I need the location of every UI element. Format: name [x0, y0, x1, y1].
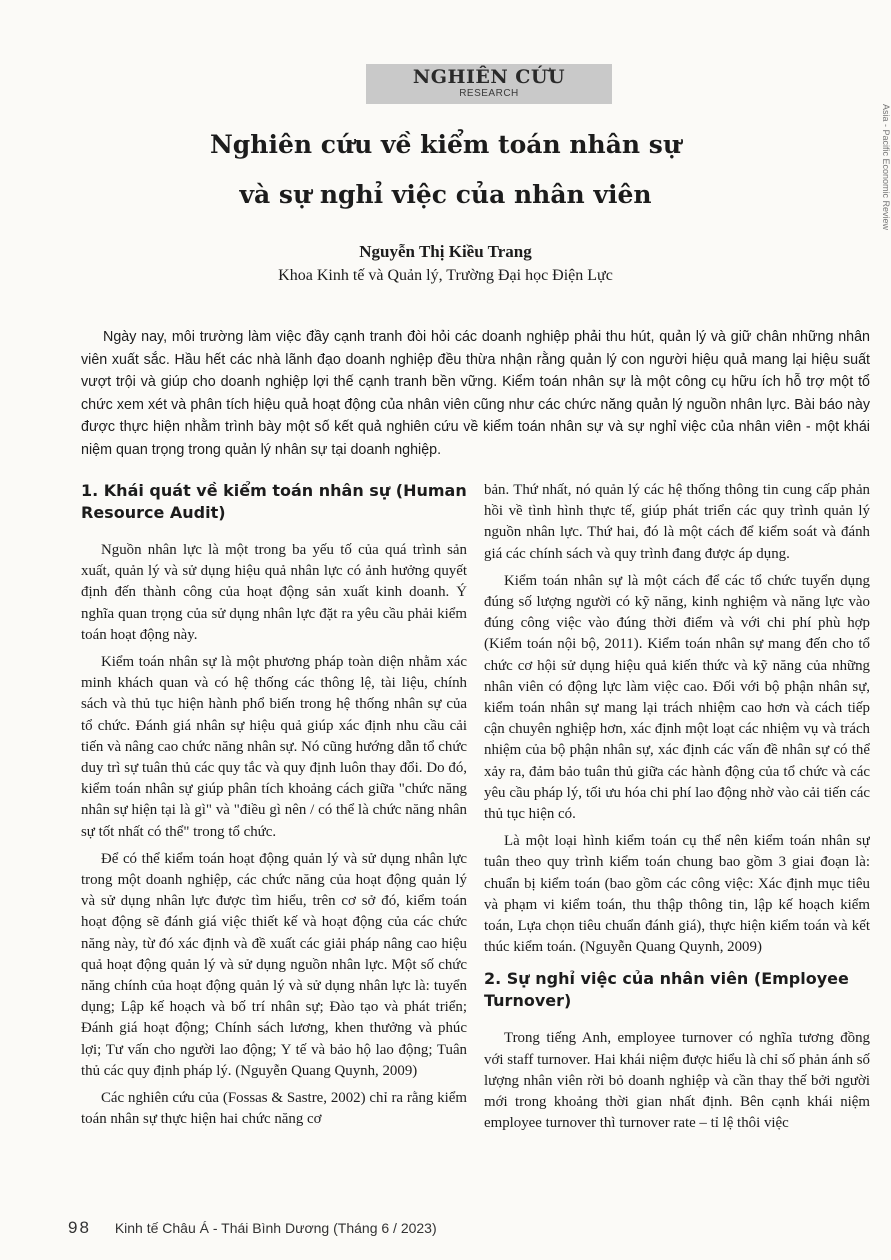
- article-title: [100, 120, 791, 220]
- page-number: 98: [68, 1218, 91, 1237]
- abstract: Ngày nay, môi trường làm việc đầy cạnh tranh đòi hỏi các doanh nghiệp phải thu hút, quản lý và giữ chân những nhân viên xuất sắc. Hầu hết các nhà lãnh đạo doanh nghiệp đều thừa nhận rằng quản lý con người hiệu quả mang lại hiệu suất vượt trội và giúp cho doanh nghiệp lợi thế cạnh tranh bền vững. Kiểm toán nhân sự là một công cụ hữu ích hỗ trợ một tổ chức xem xét và phân tích hiệu quả hoạt động của nhân viên cũng như các chức năng quản lý nguồn nhân lực. Bài báo này được thực hiện nhằm trình bày một số kết quả nghiên cứu về kiểm toán nhân sự và sự nghỉ việc của nhân viên - một khái niệm quan trọng trong quản lý nhân sự tại doanh nghiệp.: [81, 329, 870, 458]
- left-column: [81, 480, 467, 1200]
- section-1-heading: 1. Khái quát về kiểm toán nhân sự (Human Resource Audit): [81, 481, 467, 522]
- banner-title: NGHIÊN CỨU: [412, 66, 566, 88]
- section-1-paragraph: Để có thể kiểm toán hoạt động quản lý và sử dụng nhân lực trong một doanh nghiệp, các chức năng của hoạt động quản lý và sử dụng nhân lực được tìm hiểu, trên cơ sở đó, kiểm toán hoạt động sẽ đánh giá việc thiết kế và hoạt động của các chức năng này, từ đó xác định và đề xuất các giải pháp nâng cao hiệu quả hoạt động quản lý và sử dụng nguồn nhân lực. Một số chức năng chính của hoạt động quản lý và sử dụng nhân lực là: tuyển dụng; Lập kế hoạch và bố trí nhân sự; Đào tạo và phát triển; Đánh giá hoạt động; Chính sách lương, khen thưởng và phúc lợi; Tư vấn cho người lao động; Y tế và bảo hộ lao động; Tuân thủ các quy định pháp lý. (Nguyễn Quang Quynh, 2009): [81, 850, 467, 1079]
- side-journal-text: Asia - Pacific Economic Review: [881, 104, 891, 231]
- section-2-heading: 2. Sự nghỉ việc của nhân viên (Employee Turnover): [484, 969, 849, 1011]
- section-1-paragraph: Kiểm toán nhân sự là một phương pháp toàn diện nhằm xác minh khách quan và có hệ thống các thông lệ, tài liệu, chính sách và thủ tục hiện hành phổ biến trong hệ thống nhân sự của tổ chức. Đánh giá nhân sự hiệu quả giúp xác định nhu cầu cải tiến và nâng cao chức năng nhân sự. Nó cũng hướng dẫn tổ chức duy trì sự tuân thủ các quy tắc và quy định luôn thay đổi. Do đó, kiểm toán nhân sự giúp phân tích khoảng cách giữa "chức năng nhân sự hiện tại là gì" và "điều gì nên / có thể là chức năng nhân sự tốt nhất có thể" trong tổ chức.: [81, 654, 467, 840]
- title-line-1: Nghiên cứu về kiểm toán nhân sự: [209, 130, 682, 159]
- page-footer: [68, 1215, 868, 1241]
- section-1-continuation: Là một loại hình kiểm toán cụ thể nên kiểm toán nhân sự tuân theo quy trình kiểm toán chung bao gồm 3 giai đoạn là: chuẩn bị kiểm toán (bao gồm các công việc: Xác định mục tiêu và phạm vi kiểm toán, thu thập thông tin, lập kế hoạch kiểm toán, Lựa chọn tiêu chuẩn đánh giá), thực hiện kiểm toán và kết thúc kiểm toán. (Nguyễn Quang Quynh, 2009): [484, 833, 870, 956]
- section-1-paragraph: Các nghiên cứu của (Fossas & Sastre, 2002) chỉ ra rằng kiểm toán nhân sự thực hiện hai chức năng cơ: [81, 1090, 467, 1128]
- section-1-paragraph: Nguồn nhân lực là một trong ba yếu tố của quá trình sản xuất, quản lý và sử dụng hiệu quả nhân lực có ảnh hưởng quyết định đến thành công của hoạt động sản xuất kinh doanh. Ý nghĩa quan trọng của sử dụng nhân lực đặt ra yêu cầu phải kiểm toán hoạt động này.: [81, 542, 467, 643]
- author-affiliation: Khoa Kinh tế và Quản lý, Trường Đại học Điện Lực: [278, 267, 613, 284]
- author-name: Nguyễn Thị Kiều Trang: [359, 242, 532, 261]
- title-line-2: và sự nghỉ việc của nhân viên: [239, 180, 652, 209]
- banner-subtitle: RESEARCH: [459, 88, 519, 99]
- section-banner: [366, 64, 612, 104]
- right-column: [484, 480, 870, 1200]
- journal-name: Kinh tế Châu Á - Thái Bình Dương: [114, 1220, 330, 1236]
- issue-date: (Tháng 6 / 2023): [333, 1220, 437, 1236]
- section-1-continuation: bản. Thứ nhất, nó quản lý các hệ thống thông tin cung cấp phản hồi về tình hình thực tế, giúp phát triển các quy trình quản lý nguồn nhân lực. Thứ hai, đó là một cách để kiểm soát và đánh giá các chính sách và quy trình đang được áp dụng.: [484, 482, 870, 562]
- section-2-paragraph: Trong tiếng Anh, employee turnover có nghĩa tương đồng với staff turnover. Hai khái niệm được hiểu là chỉ số phản ánh số lượng nhân viên rời bỏ doanh nghiệp và cần thay thế bởi người mới trong khoảng thời gian nhất định. Bên cạnh khái niệm employee turnover thì turnover rate – tỉ lệ thôi việc: [484, 1030, 870, 1132]
- section-1-continuation: Kiểm toán nhân sự là một cách để các tổ chức tuyển dụng đúng số lượng người có kỹ năng, kinh nghiệm và năng lực vào đúng công việc vào đúng thời điểm và với chi phí phù hợp (Kiểm toán nội bộ, 2011). Kiểm toán nhân sự mang đến cho tổ chức cơ hội sử dụng hiệu quả kiến thức và kỹ năng của những nhân viên có động lực làm việc cao. Đối với bộ phận nhân sự, kiểm toán nhân sự mang lại trách nhiệm cao hơn và cách tiếp cận chuyên nghiệp hơn, xác định một loạt các nhiệm vụ và trách nhiệm của bộ phận nhân sự, xác định các vấn đề nhân sự có thể xảy ra, đảm bảo tuân thủ giữa các hành động của tổ chức và các yêu cầu pháp lý, tối ưu hóa chi phí lao động nhờ vào cải tiến các thủ tục hiện có.: [484, 572, 870, 823]
